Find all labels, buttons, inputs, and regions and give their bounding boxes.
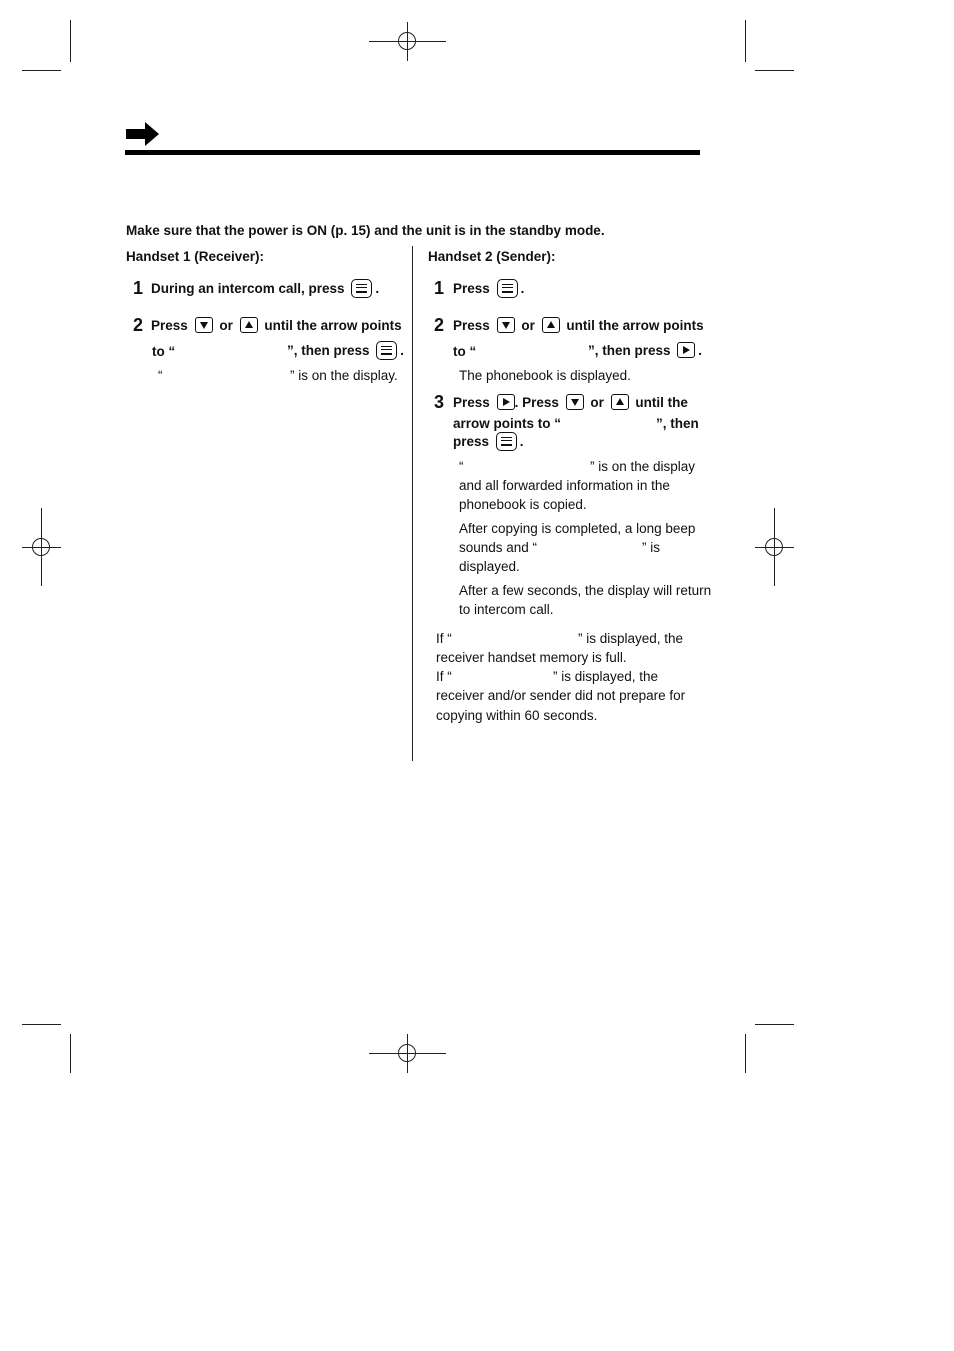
footnote1-b: receiver handset memory is full.	[436, 650, 627, 665]
right-arrow-key-icon	[497, 394, 515, 410]
step-text: Press	[151, 318, 188, 333]
footnote2-close: ” is displayed, the	[553, 669, 659, 684]
sender-step2-note: The phonebook is displayed.	[459, 368, 631, 383]
step-text: Press	[453, 318, 490, 333]
sender-note1-b: and all forwarded information in the	[459, 478, 670, 493]
step-number: 1	[133, 278, 144, 298]
menu-key-icon	[376, 341, 397, 360]
sender-step3-then: ”, then	[656, 416, 699, 431]
sender-note3-b: to intercom call.	[459, 602, 554, 617]
footnote2-open: If “	[436, 669, 452, 684]
sender-note3-a: After a few seconds, the display will return	[459, 583, 712, 598]
receiver-note-open: “	[158, 368, 163, 383]
receiver-step2-line1	[151, 316, 402, 335]
sender-note1-open: “	[459, 459, 464, 474]
receiver-heading: Handset 1 (Receiver):	[126, 249, 265, 264]
down-arrow-key-icon	[566, 394, 584, 410]
step-number: 2	[133, 315, 144, 335]
right-arrow-icon	[126, 122, 160, 146]
step-text: or	[590, 395, 604, 410]
sender-step2-to: to “	[453, 344, 477, 359]
footnote1-close: ” is displayed, the	[578, 631, 684, 646]
sender-step2-then	[588, 341, 702, 360]
sender-note2-a: After copying is completed, a long beep	[459, 521, 696, 536]
footnote1-open: If “	[436, 631, 452, 646]
step-text: ”, then press	[588, 343, 671, 358]
down-arrow-key-icon	[497, 317, 515, 333]
sender-note1-c: phonebook is copied.	[459, 497, 587, 512]
up-arrow-key-icon	[611, 394, 629, 410]
receiver-step2-then	[287, 341, 404, 361]
footnote2-b: receiver and/or sender did not prepare for	[436, 688, 686, 703]
step-text: Press	[453, 281, 490, 296]
step-number: 2	[434, 315, 445, 335]
sender-heading: Handset 2 (Sender):	[428, 249, 556, 264]
sender-note2-b: sounds and “	[459, 540, 538, 555]
step-number: 3	[434, 392, 445, 412]
step-text: During an intercom call, press	[151, 281, 345, 296]
punct: .	[519, 434, 524, 449]
sender-step1-text	[453, 279, 524, 299]
up-arrow-key-icon	[240, 317, 258, 333]
receiver-step2-to: to “	[152, 344, 176, 359]
sender-step2-line1	[453, 316, 704, 335]
sender-note1-a: ” is on the display	[590, 459, 696, 474]
punct: .	[375, 281, 380, 296]
up-arrow-key-icon	[542, 317, 560, 333]
header-rule	[125, 150, 700, 155]
sender-step3-press	[453, 432, 524, 452]
step-text: . Press	[514, 395, 559, 410]
step-text: or	[219, 318, 233, 333]
intro-text: Make sure that the power is ON (p. 15) and the unit is in the standby mode.	[126, 223, 605, 238]
receiver-step1-text	[151, 279, 379, 299]
sender-step3-arrow-to: arrow points to “	[453, 416, 561, 431]
column-divider	[412, 246, 413, 761]
step-text: Press	[453, 395, 490, 410]
menu-key-icon	[496, 432, 517, 451]
sender-note2-b2: ” is	[642, 540, 660, 555]
sender-step3-line1	[453, 393, 688, 412]
punct: .	[698, 343, 703, 358]
menu-key-icon	[497, 279, 518, 298]
right-arrow-key-icon	[677, 342, 695, 358]
punct: .	[520, 281, 525, 296]
sender-note2-c: displayed.	[459, 559, 520, 574]
step-number: 1	[434, 278, 445, 298]
punct: .	[400, 343, 405, 358]
step-text: press	[453, 434, 490, 449]
step-text: until the arrow points	[566, 318, 704, 333]
step-text: until the arrow points	[264, 318, 402, 333]
step-text: until the	[635, 395, 688, 410]
receiver-note-close: ” is on the display.	[290, 368, 398, 383]
step-text: or	[521, 318, 535, 333]
footnote2-c: copying within 60 seconds.	[436, 708, 598, 723]
step-text: ”, then press	[287, 343, 370, 358]
down-arrow-key-icon	[195, 317, 213, 333]
menu-key-icon	[351, 279, 372, 298]
